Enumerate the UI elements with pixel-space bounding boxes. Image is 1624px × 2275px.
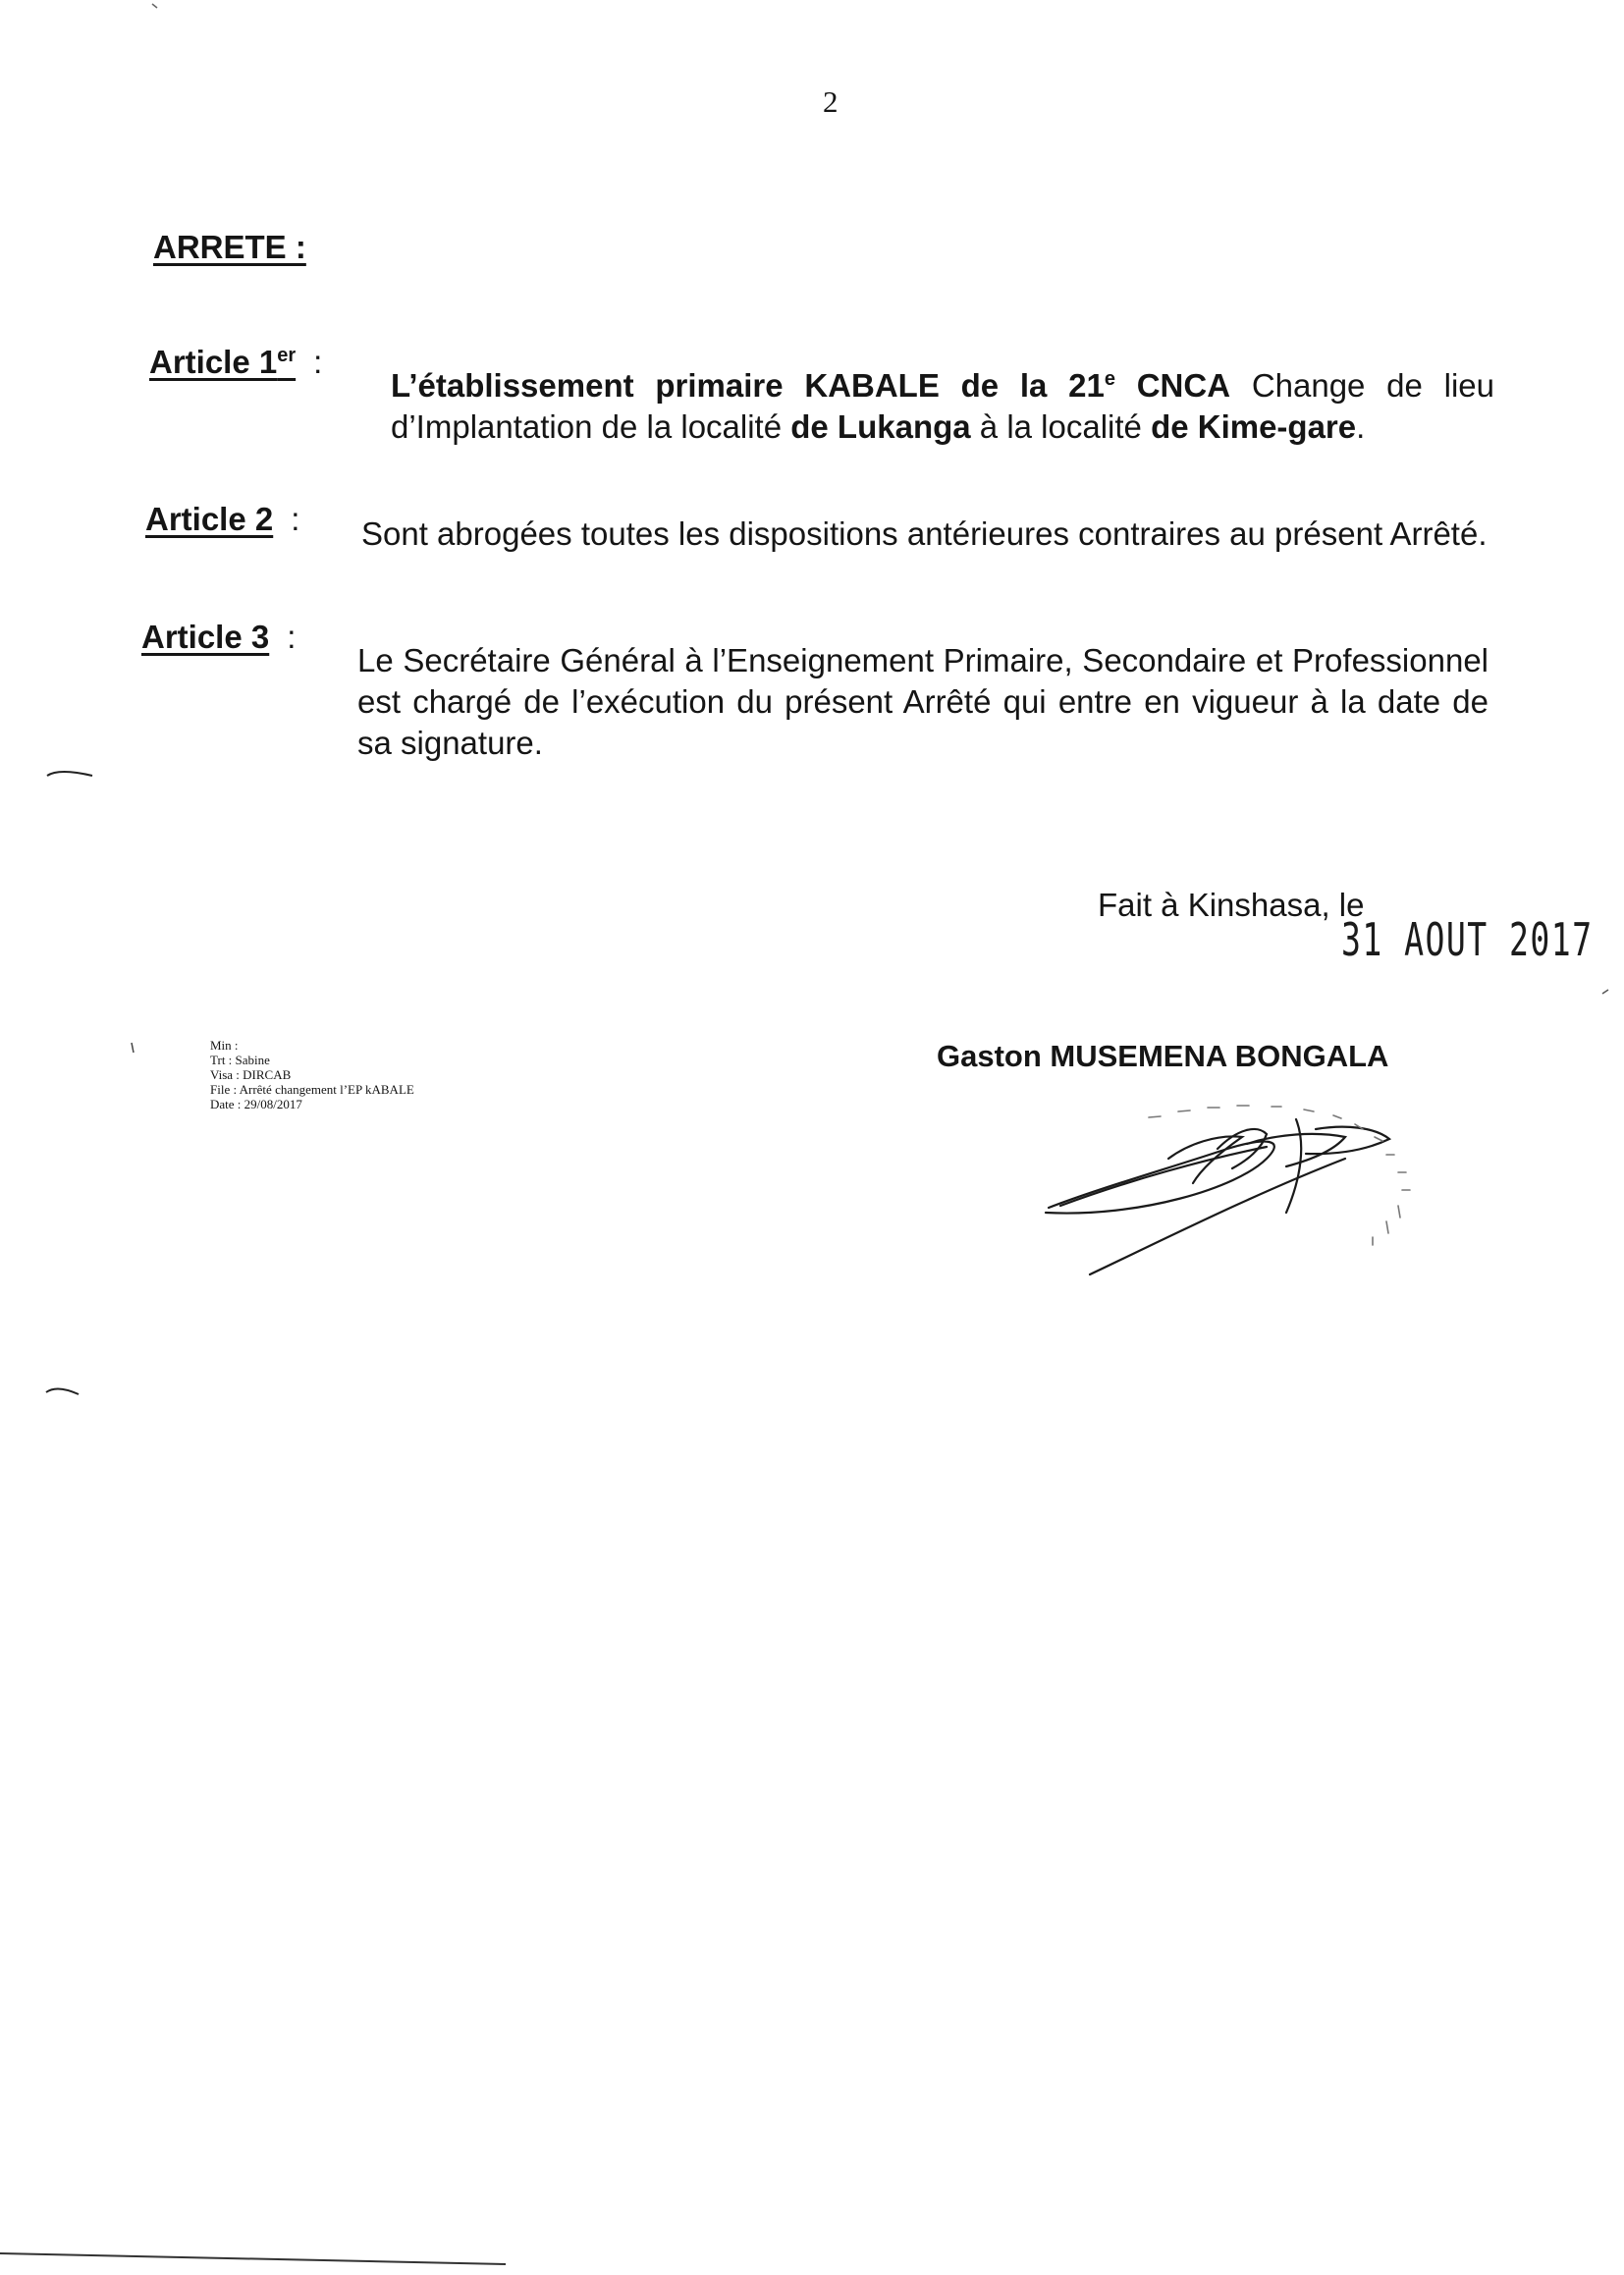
handwritten-signature <box>1021 1090 1453 1306</box>
article-1-text-part: de Kime-gare <box>1151 408 1357 445</box>
reference-trt: Trt : Sabine <box>210 1053 270 1067</box>
article-1-text-part: de Lukanga <box>790 408 971 445</box>
article-3-colon: : <box>287 619 297 655</box>
article-1-label <box>149 344 322 381</box>
article-1-colon: : <box>313 344 323 380</box>
reference-file: File : Arrêté changement l’EP kABALE <box>210 1082 414 1097</box>
article-2-colon: : <box>291 501 300 537</box>
reference-visa: Visa : DIRCAB <box>210 1067 292 1082</box>
article-1-text-part: . <box>1356 408 1366 445</box>
place-and-date-label: Fait à Kinshasa, le <box>1098 887 1365 923</box>
article-1-text-superscript: e <box>1104 368 1115 390</box>
article-2-body: Sont abrogées toutes les dispositions antérieures contraires au présent Arrêté. <box>361 515 1488 552</box>
article-1-label-text: Article 1 <box>149 344 278 380</box>
reference-block <box>210 1038 414 1111</box>
article-3-body: Le Secrétaire Général à l’Enseignement Primaire, Secondaire et Professionnel est chargé de l’exécution du présent Arrêté qui entre en vigueur à la date de sa signature. <box>357 642 1489 761</box>
article-3-label-text: Article 3 <box>141 619 270 655</box>
article-2-label-text: Article 2 <box>145 501 274 537</box>
article-1-text-part: L’établissement primaire KABALE de la 21 <box>391 367 1105 404</box>
article-2-label <box>145 501 299 538</box>
reference-min: Min : <box>210 1038 239 1053</box>
article-1-text-part: à la localité <box>970 408 1152 445</box>
article-1-label-superscript: er <box>277 345 297 366</box>
article-1-body <box>391 358 1494 448</box>
article-3-label <box>141 619 296 656</box>
signatory-name: Gaston MUSEMENA BONGALA <box>937 1039 1389 1073</box>
stamped-date: 31 AOUT 2017 <box>1341 913 1594 966</box>
page-number: 2 <box>823 84 839 119</box>
article-1-text-part: CNCA <box>1114 367 1231 404</box>
document-heading: ARRETE : <box>153 229 306 265</box>
article-1-text-part: Change de lieu d’Implantation de la localité <box>391 367 1495 445</box>
reference-date: Date : 29/08/2017 <box>210 1097 302 1111</box>
